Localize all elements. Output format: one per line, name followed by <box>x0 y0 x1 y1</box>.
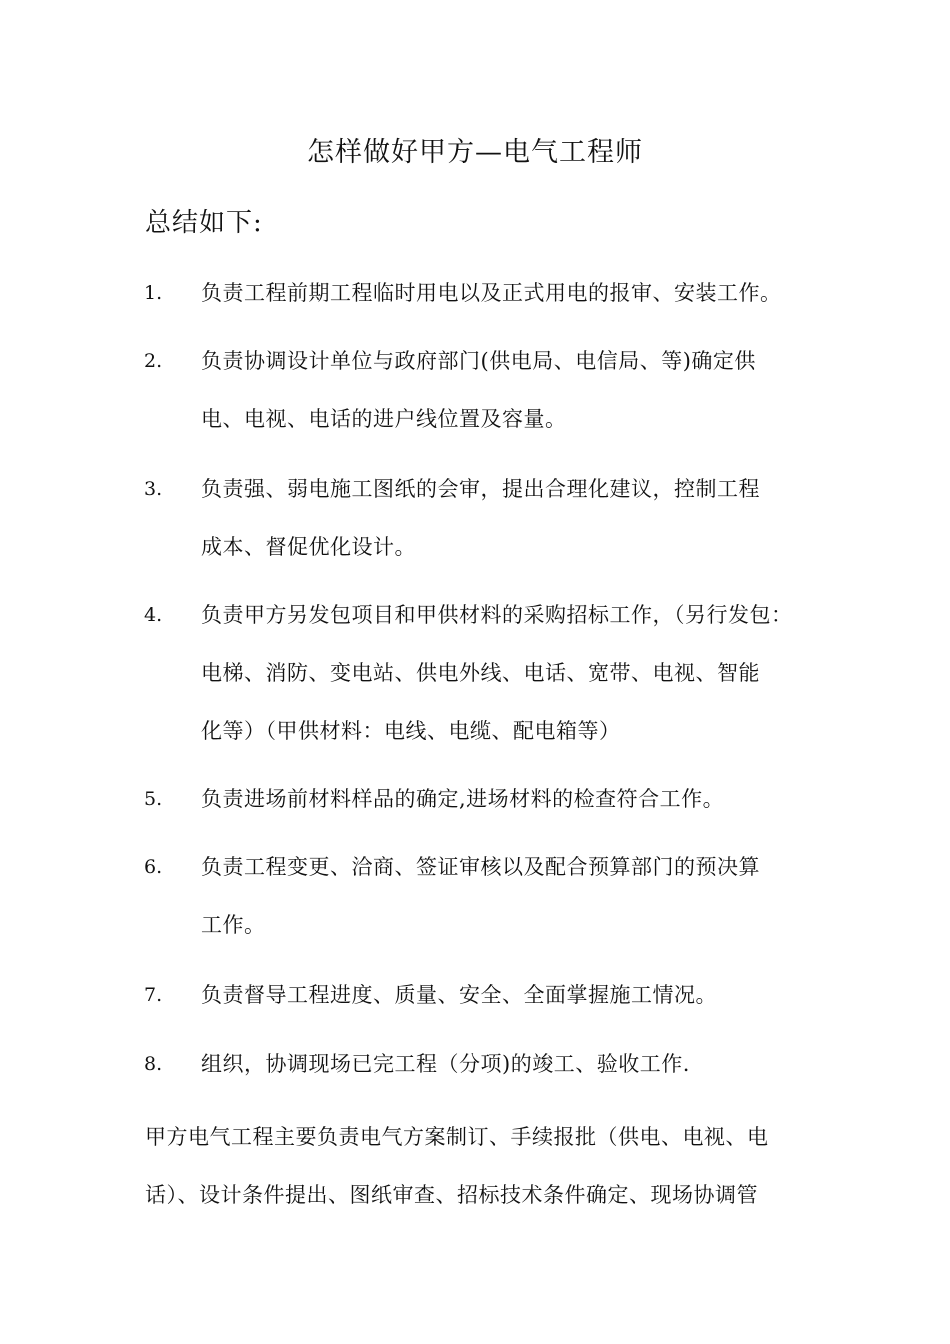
item-line: 电梯、消防、变电站、供电外线、电话、宽带、电视、智能 <box>201 661 760 685</box>
closing-paragraph <box>145 1108 825 1224</box>
item-line: 负责工程变更、洽商、签证审核以及配合预算部门的预决算 <box>201 855 760 879</box>
item-text <box>201 460 826 576</box>
item-number: 2. <box>144 350 163 372</box>
item-line: 负责督导工程进度、质量、安全、全面掌握施工情况。 <box>201 983 717 1007</box>
document-title: 怎样做好甲方—电气工程师 <box>307 137 643 168</box>
item-number: 5. <box>144 788 163 810</box>
item-number: 8. <box>144 1053 163 1075</box>
item-line: 负责强、弱电施工图纸的会审，提出合理化建议，控制工程 <box>201 477 760 501</box>
paragraph-line: 话）、设计条件提出、图纸审查、招标技术条件确定、现场协调管 <box>145 1183 758 1207</box>
item-line: 负责协调设计单位与政府部门(供电局、电信局、等)确定供 <box>201 349 756 373</box>
item-line: 负责甲方另发包项目和甲供材料的采购招标工作，（另行发包： <box>201 603 793 627</box>
item-line: 工作。 <box>201 913 266 937</box>
item-text <box>201 770 826 828</box>
item-text <box>201 332 826 448</box>
item-line: 成本、督促优化设计。 <box>201 535 416 559</box>
item-number: 7. <box>144 984 163 1006</box>
item-text <box>201 586 826 760</box>
document-subtitle: 总结如下: <box>145 208 263 238</box>
item-text <box>201 838 826 954</box>
item-text <box>201 264 826 322</box>
paragraph-line: 甲方电气工程主要负责电气方案制订、手续报批（供电、电视、电 <box>145 1125 769 1149</box>
item-line: 组织，协调现场已完工程（分项)的竣工、验收工作. <box>201 1052 690 1076</box>
item-text <box>201 966 826 1024</box>
item-line: 化等）（甲供材料：电线、电缆、配电箱等） <box>201 719 621 743</box>
item-number: 3. <box>144 478 163 500</box>
item-line: 负责工程前期工程临时用电以及正式用电的报审、安装工作。 <box>201 281 782 305</box>
item-number: 1. <box>144 282 163 304</box>
item-number: 4. <box>144 604 163 626</box>
item-text <box>201 1035 826 1093</box>
item-line: 负责进场前材料样品的确定,进场材料的检查符合工作。 <box>201 787 725 811</box>
item-number: 6. <box>144 856 163 878</box>
item-line: 电、电视、电话的进户线位置及容量。 <box>201 407 567 431</box>
